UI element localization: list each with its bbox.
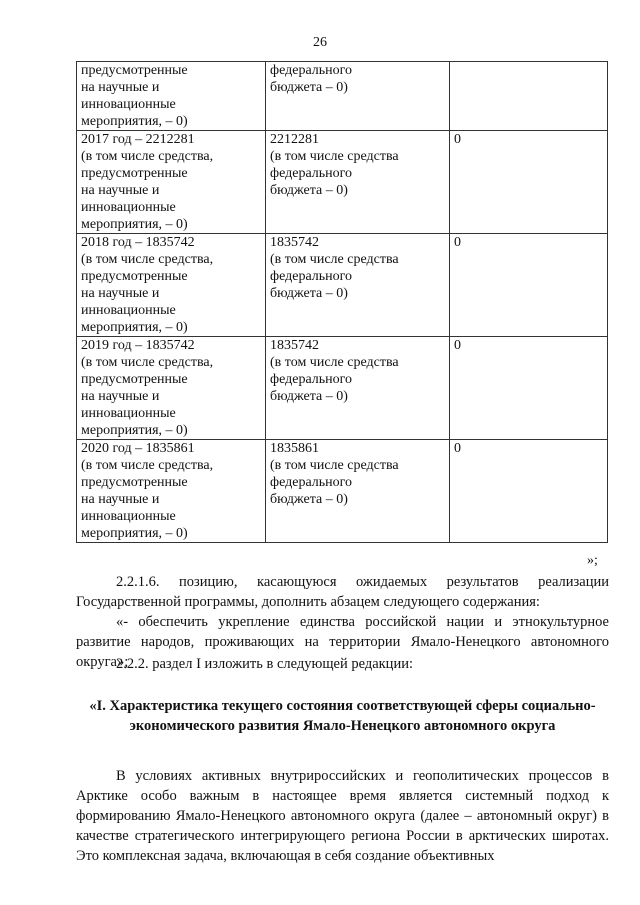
table-cell: 2212281 (в том числе средства федерального бюджета – 0) bbox=[266, 131, 450, 234]
table-cell bbox=[450, 62, 608, 131]
section-heading: «I. Характеристика текущего состояния соответствующей сферы социально-экономического развития Ямало-Ненецкого автономного округа bbox=[89, 698, 596, 734]
table-row bbox=[77, 337, 608, 440]
paragraph-2-2-2: 2.2.2. раздел I изложить в следующей редакции: bbox=[116, 656, 413, 672]
page-number: 26 bbox=[313, 35, 327, 50]
table-cell: 1835742 (в том числе средства федерального бюджета – 0) bbox=[266, 234, 450, 337]
table-cell: 0 bbox=[450, 440, 608, 543]
paragraph-quote-unity: «- обеспечить укрепление единства российской нации и этнокультурное развитие народов, проживающих на территории Ямало-Ненецкого автономного округа»; bbox=[76, 614, 609, 670]
table-cell: 0 bbox=[450, 234, 608, 337]
table-cell: 2018 год – 1835742 (в том числе средства, предусмотренные на научные и инновационные мероприятия, – 0) bbox=[77, 234, 266, 337]
table-cell: 0 bbox=[450, 131, 608, 234]
table-row bbox=[77, 440, 608, 543]
paragraph-2-2-1-6: 2.2.1.6. позицию, касающуюся ожидаемых результатов реализации Государственной программы, дополнить абзацем следующего содержания: bbox=[76, 574, 609, 610]
table-row bbox=[77, 62, 608, 131]
closing-quote: »; bbox=[587, 553, 598, 568]
table-cell: 2019 год – 1835742 (в том числе средства, предусмотренные на научные и инновационные мероприятия, – 0) bbox=[77, 337, 266, 440]
table-cell: предусмотренные на научные и инновационные мероприятия, – 0) bbox=[77, 62, 266, 131]
table-cell: 1835861 (в том числе средства федерального бюджета – 0) bbox=[266, 440, 450, 543]
table-cell: федерального бюджета – 0) bbox=[266, 62, 450, 131]
table-cell: 0 bbox=[450, 337, 608, 440]
table-row bbox=[77, 131, 608, 234]
table-cell: 1835742 (в том числе средства федерального бюджета – 0) bbox=[266, 337, 450, 440]
financing-table bbox=[76, 61, 608, 543]
table-row bbox=[77, 234, 608, 337]
paragraph-arctic-conditions: В условиях активных внутрироссийских и геополитических процессов в Арктике особо важным в настоящее время является системный подход к формированию Ямало-Ненецкого автономного округа (далее – автономный округ) в качестве стратегического интегрирующего региона России в арктических широтах. Это комплексная задача, включающая в себя создание объективных bbox=[76, 768, 609, 864]
table-cell: 2020 год – 1835861 (в том числе средства, предусмотренные на научные и инновационные мероприятия, – 0) bbox=[77, 440, 266, 543]
table-cell: 2017 год – 2212281 (в том числе средства, предусмотренные на научные и инновационные мероприятия, – 0) bbox=[77, 131, 266, 234]
